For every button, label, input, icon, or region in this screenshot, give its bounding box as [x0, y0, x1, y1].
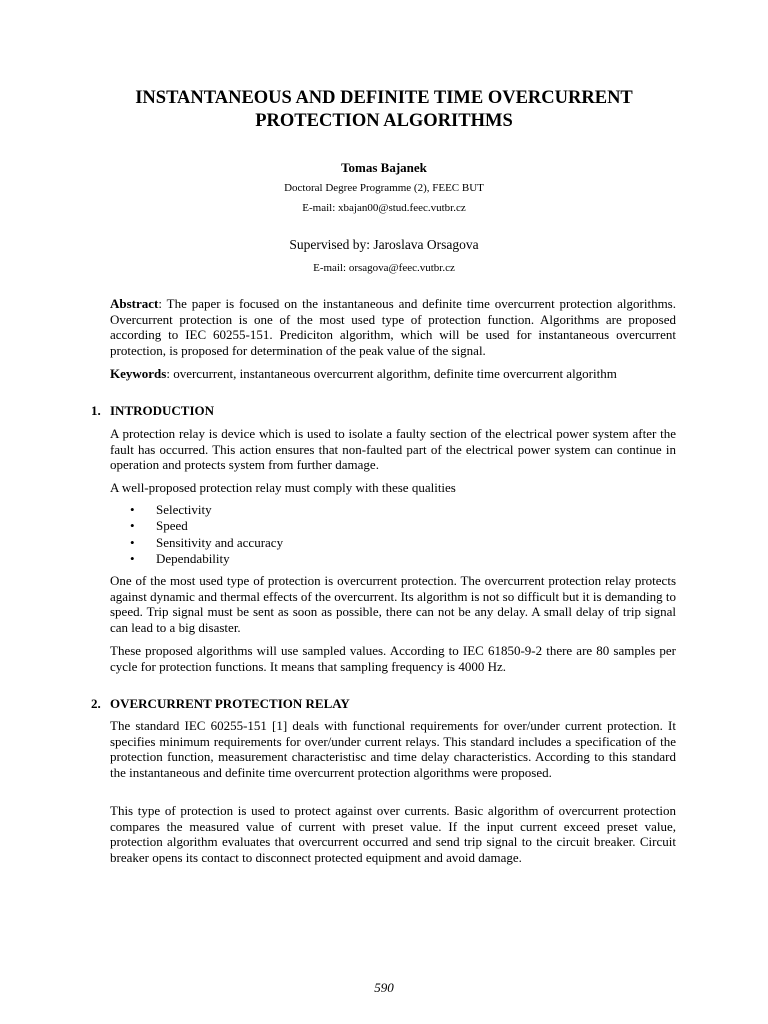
- section-title: OVERCURRENT PROTECTION RELAY: [110, 696, 350, 711]
- paper-title: [60, 87, 708, 133]
- intro-paragraph-2: A well-proposed protection relay must comply with these qualities: [110, 480, 456, 495]
- section-title: INTRODUCTION: [110, 403, 215, 418]
- qualities-list: [130, 502, 283, 567]
- author-name: Tomas Bajanek: [341, 160, 427, 175]
- supervisor-email: E-mail: orsagova@feec.vutbr.cz: [313, 262, 455, 274]
- author-email: E-mail: xbajan00@stud.feec.vutbr.cz: [302, 202, 466, 214]
- section-number: 2.: [91, 696, 101, 711]
- abstract: [110, 296, 676, 358]
- list-item: • Sensitivity and accuracy: [130, 535, 283, 551]
- keywords: [110, 366, 676, 382]
- section-heading-overcurrent-relay: [91, 696, 350, 712]
- intro-paragraph-3: One of the most used type of protection is overcurrent protection. The overcurrent protection relay protects against dynamic and thermal effects of the overcurrent. Its algorithm is not so difficult but it is demanding to speed. Trip signal must be sent as soon as possible, there can not be any delay. A small delay of trip signal can lead to a big disaster.: [110, 573, 676, 635]
- relay-paragraph-1: The standard IEC 60255-151 [1] deals with functional requirements for over/under current protection. It specifies minimum requirements for over/under current relays. This standard includes a specification of the protection function, measurement characteristisc and time delay characteristics. According to this standard the instantaneous and definite time overcurrent protection algorithms were proposed.: [110, 718, 676, 780]
- list-item: • Speed: [130, 518, 283, 534]
- title-line-2: PROTECTION ALGORITHMS: [255, 111, 513, 131]
- relay-paragraph-2: This type of protection is used to protect against over currents. Basic algorithm of overcurrent protection compares the measured value of current with preset value. If the input current exceed preset value, protection algorithm evaluates that overcurrent occurred and send trip signal to the circuit breaker. Circuit breaker opens its contact to disconnect protected equipment and avoid damage.: [110, 803, 676, 865]
- keywords-label: Keywords: [110, 366, 167, 381]
- intro-paragraph-4: These proposed algorithms will use sampled values. According to IEC 61850-9-2 there are 80 samples per cycle for protection functions. It means that sampling frequency is 4000 Hz.: [110, 643, 676, 674]
- abstract-label: Abstract: [110, 296, 159, 311]
- section-number: 1.: [91, 403, 101, 418]
- title-line-1: INSTANTANEOUS AND DEFINITE TIME OVERCURRENT: [135, 88, 633, 108]
- intro-paragraph-1: A protection relay is device which is used to isolate a faulty section of the electrical power system after the fault has occurred. This action ensures that non-faulted part of the electrical power system can continue in operation and protects system from further damage.: [110, 426, 676, 473]
- list-item: • Selectivity: [130, 502, 283, 518]
- supervisor-name: Supervised by: Jaroslava Orsagova: [289, 237, 479, 252]
- abstract-text: : The paper is focused on the instantaneous and definite time overcurrent protection algorithms. Overcurrent protection is one of the most used type of protection function. Algorithms are proposed according to IEC 60255-151. Prediciton algorithm, which will be used for instantaneous overcurrent protection, is proposed for determination of the peak value of the signal.: [110, 296, 676, 358]
- author-affiliation: Doctoral Degree Programme (2), FEEC BUT: [284, 182, 484, 194]
- page-number: 590: [374, 980, 394, 995]
- list-item: • Dependability: [130, 551, 283, 567]
- keywords-text: : overcurrent, instantaneous overcurrent algorithm, definite time overcurrent algorithm: [166, 366, 617, 381]
- section-heading-introduction: [91, 403, 214, 419]
